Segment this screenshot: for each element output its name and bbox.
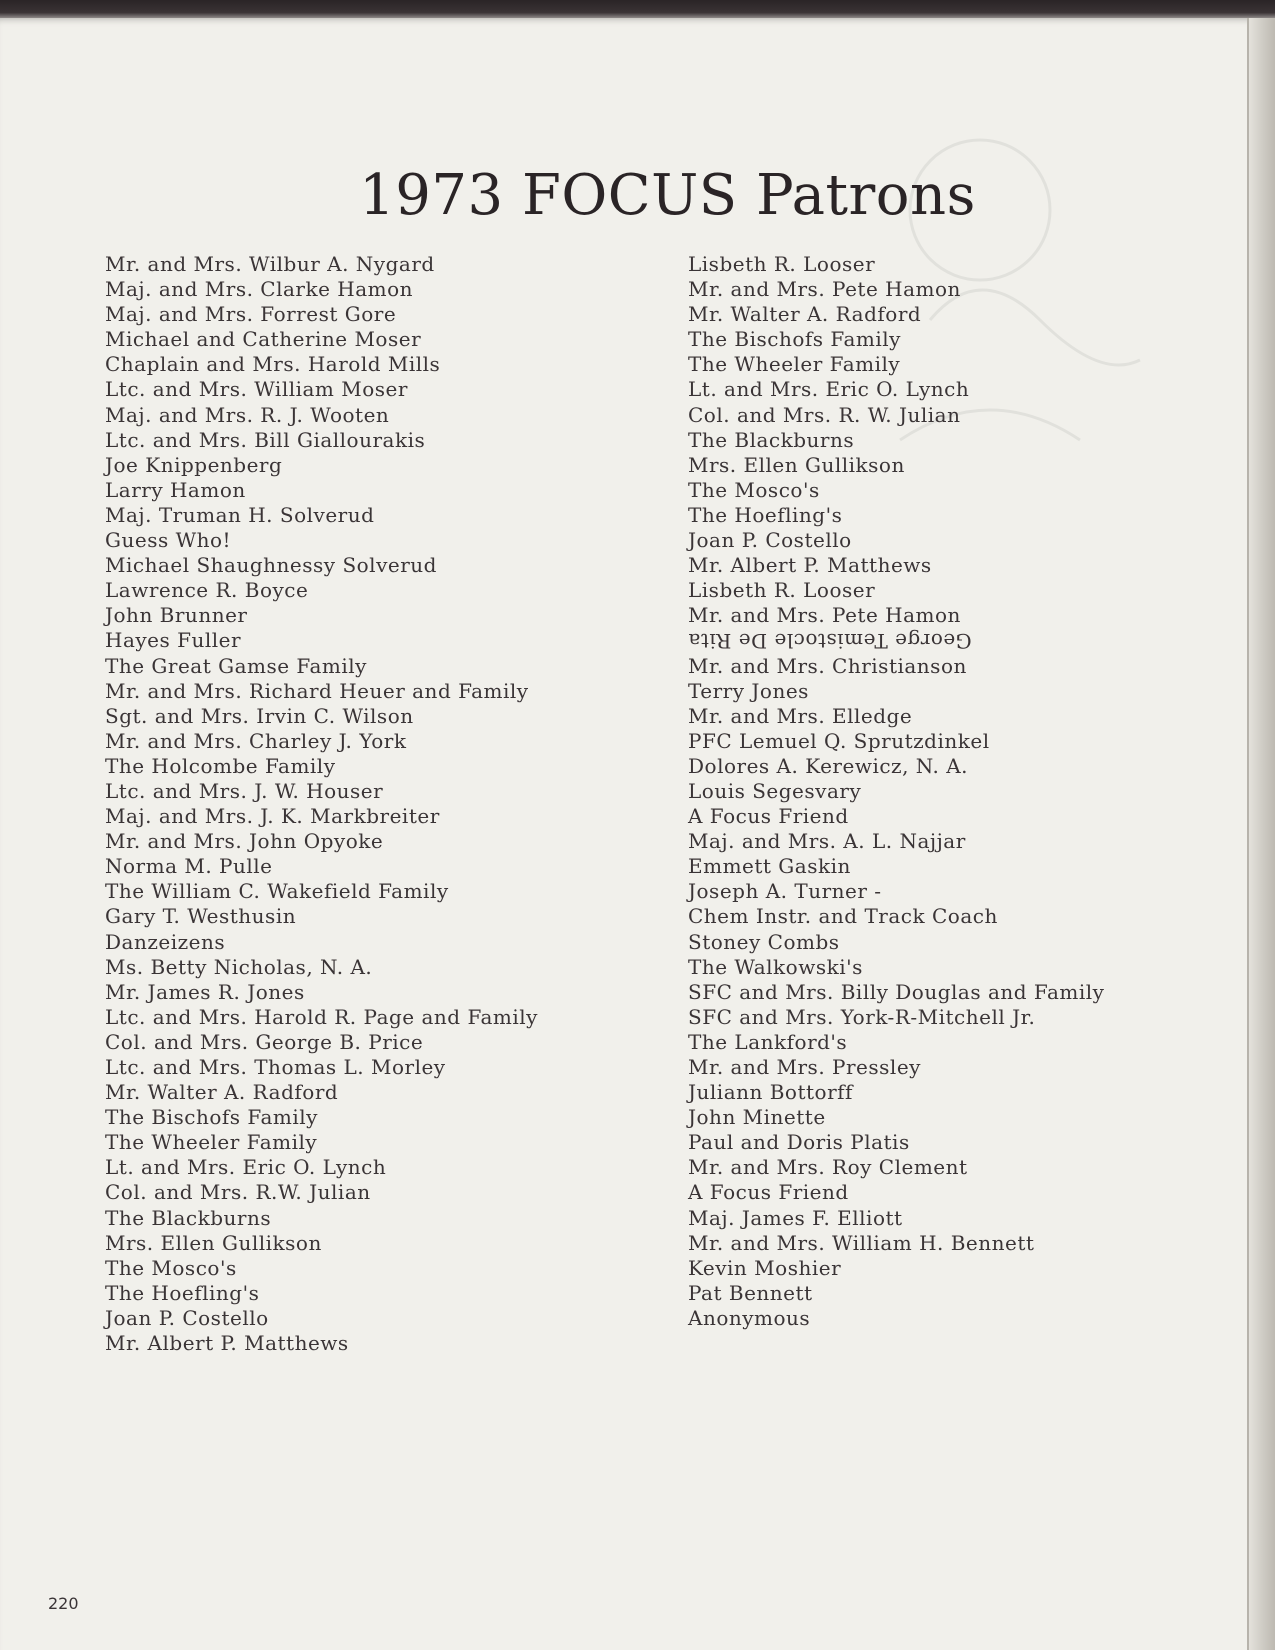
patron-entry — [105, 1130, 665, 1155]
patron-entry — [105, 352, 665, 377]
patron-name: Mr. and Mrs. Christianson — [688, 653, 967, 678]
patron-entry — [688, 403, 1138, 428]
patron-name: The Holcombe Family — [105, 753, 336, 778]
patron-entry — [105, 453, 665, 478]
patron-entry — [105, 1080, 665, 1105]
patron-entry — [688, 704, 1138, 729]
patron-name: Ltc. and Mrs. Thomas L. Morley — [105, 1055, 446, 1079]
patron-entry — [688, 1206, 1138, 1231]
patron-entry — [105, 980, 665, 1005]
patron-name: The Bischofs Family — [105, 1105, 318, 1130]
patron-name: Mr. and Mrs. Pete Hamon — [688, 603, 961, 628]
patron-entry — [688, 1180, 1138, 1205]
patron-name: The Bischofs Family — [688, 327, 901, 352]
patron-name: Maj. and Mrs. A. L. Najjar — [688, 829, 966, 854]
patron-name: Joe Knippenberg — [105, 452, 283, 477]
patron-entry — [105, 553, 665, 578]
patron-name: Mr. and Mrs. Pete Hamon — [688, 277, 961, 302]
patron-entry — [105, 654, 665, 679]
patron-entry — [688, 453, 1138, 478]
patron-entry — [688, 302, 1138, 327]
patron-entry — [105, 904, 665, 929]
patron-name: Gary T. Westhusin — [105, 904, 297, 929]
patron-name: Mr. and Mrs. Roy Clement — [688, 1155, 968, 1180]
patron-name: Maj. and Mrs. J. K. Markbreiter — [105, 804, 440, 829]
patron-entry — [688, 377, 1138, 402]
patron-name: The Mosco's — [688, 477, 820, 502]
patron-name: George Temistocle De Rita — [688, 629, 972, 654]
patron-name: Maj. and Mrs. Clarke Hamon — [105, 277, 414, 302]
patron-name: Sgt. and Mrs. Irvin C. Wilson — [105, 703, 414, 728]
patron-entry — [688, 930, 1138, 955]
patron-name: Emmett Gaskin — [688, 854, 851, 879]
patron-name: Louis Segesvary — [688, 778, 862, 803]
patron-name: Mr. and Mrs. Wilbur A. Nygard — [105, 252, 435, 276]
patron-entry — [688, 955, 1138, 980]
patron-name: SFC and Mrs. Billy Douglas and Family — [688, 979, 1105, 1004]
patron-entry — [105, 628, 665, 653]
patron-entry — [105, 1306, 665, 1331]
patron-name: Ltc. and Mrs. Bill Giallourakis — [105, 427, 426, 452]
patron-name: Joan P. Costello — [105, 1305, 269, 1330]
patron-entry — [105, 1281, 665, 1306]
patron-name: Joan P. Costello — [688, 528, 852, 553]
patron-name: Michael Shaughnessy Solverud — [105, 553, 437, 578]
patron-entry — [105, 252, 665, 277]
patron-name: Maj. and Mrs. Forrest Gore — [105, 302, 397, 327]
patron-entry — [105, 403, 665, 428]
patron-entry — [105, 428, 665, 453]
patron-name: Mr. and Mrs. Pressley — [688, 1055, 921, 1079]
patron-entry — [688, 352, 1138, 377]
patron-entry — [105, 1256, 665, 1281]
patron-name: Maj. Truman H. Solverud — [105, 502, 375, 527]
patron-entry — [105, 729, 665, 754]
patron-name: Lawrence R. Boyce — [105, 578, 309, 603]
patron-name: A Focus Friend — [688, 804, 849, 829]
patron-entry — [105, 528, 665, 553]
patron-name: The Blackburns — [688, 427, 855, 452]
patron-entry — [105, 754, 665, 779]
patron-entry — [688, 1130, 1138, 1155]
patron-name: Chaplain and Mrs. Harold Mills — [105, 352, 441, 377]
scan-top-edge — [0, 0, 1275, 18]
patron-name: Dolores A. Kerewicz, N. A. — [688, 753, 969, 778]
patron-entry — [688, 1030, 1138, 1055]
patron-name: Larry Hamon — [105, 477, 246, 502]
patron-name: Anonymous — [688, 1305, 811, 1330]
patron-name: John Brunner — [105, 603, 248, 628]
patron-entry — [688, 904, 1138, 929]
patron-name: Col. and Mrs. George B. Price — [105, 1029, 424, 1054]
patron-entry — [688, 1105, 1138, 1130]
patron-name: Mr. and Mrs. William H. Bennett — [688, 1230, 1035, 1255]
patron-entry — [688, 1155, 1138, 1180]
patron-entry — [688, 654, 1138, 679]
patron-name: Mr. Albert P. Matthews — [105, 1331, 349, 1356]
patron-name: Ltc. and Mrs. J. W. Houser — [105, 778, 384, 803]
patrons-list-right — [688, 252, 1138, 1331]
patron-name: Mr. and Mrs. Charley J. York — [105, 728, 407, 753]
patron-name: Joseph A. Turner - — [688, 879, 882, 904]
patron-entry — [105, 302, 665, 327]
patron-name: Paul and Doris Platis — [688, 1130, 910, 1155]
patron-entry — [105, 679, 665, 704]
patron-name: Lt. and Mrs. Eric O. Lynch — [688, 377, 970, 402]
patron-entry — [105, 1005, 665, 1030]
patron-name: Ltc. and Mrs. Harold R. Page and Family — [105, 1004, 538, 1029]
patron-name: Ms. Betty Nicholas, N. A. — [105, 954, 373, 979]
patron-name: Juliann Bottorff — [688, 1080, 853, 1105]
patron-name: SFC and Mrs. York-R-Mitchell Jr. — [688, 1004, 1036, 1029]
patron-entry — [105, 704, 665, 729]
patron-name: Hayes Fuller — [105, 628, 242, 653]
patron-entry — [688, 628, 1138, 653]
patron-name: Pat Bennett — [688, 1280, 813, 1305]
patron-name: Lt. and Mrs. Eric O. Lynch — [105, 1155, 387, 1180]
patron-entry — [105, 1155, 665, 1180]
patron-entry — [688, 1281, 1138, 1306]
patron-entry — [105, 503, 665, 528]
page-gutter-edge — [1247, 18, 1275, 1650]
patron-name: Mr. Albert P. Matthews — [688, 553, 932, 578]
patron-entry — [688, 879, 1138, 904]
patron-name: The Mosco's — [105, 1255, 237, 1280]
patron-entry — [105, 930, 665, 955]
patron-entry — [688, 553, 1138, 578]
patron-entry — [688, 428, 1138, 453]
patron-entry — [688, 277, 1138, 302]
patron-entry — [105, 1105, 665, 1130]
patron-entry — [105, 478, 665, 503]
patron-entry — [688, 478, 1138, 503]
patron-name: Lisbeth R. Looser — [688, 578, 876, 603]
patron-entry — [688, 1231, 1138, 1256]
patron-entry — [105, 955, 665, 980]
patron-name: Lisbeth R. Looser — [688, 252, 876, 276]
page-number: 220 — [48, 1594, 79, 1613]
patron-name: Guess Who! — [105, 528, 232, 553]
patron-entry — [105, 1030, 665, 1055]
patron-name: Mr. and Mrs. Richard Heuer and Family — [105, 678, 529, 703]
patron-entry — [105, 1180, 665, 1205]
patron-entry — [688, 980, 1138, 1005]
patron-entry — [688, 1055, 1138, 1080]
patron-name: The Lankford's — [688, 1029, 848, 1054]
patron-name: Col. and Mrs. R.W. Julian — [105, 1180, 371, 1205]
patron-name: The William C. Wakefield Family — [105, 879, 449, 904]
patron-name: Maj. and Mrs. R. J. Wooten — [105, 402, 390, 427]
patron-entry — [105, 879, 665, 904]
patron-entry — [688, 829, 1138, 854]
patron-entry — [688, 779, 1138, 804]
patron-name: The Wheeler Family — [105, 1130, 318, 1155]
patron-entry — [105, 1055, 665, 1080]
patron-entry — [105, 377, 665, 402]
patron-name: Mrs. Ellen Gullikson — [688, 452, 905, 477]
patron-entry — [688, 1256, 1138, 1281]
patron-name: Chem Instr. and Track Coach — [688, 904, 998, 929]
patron-name: John Minette — [688, 1105, 826, 1130]
patron-entry — [105, 1206, 665, 1231]
patron-entry — [105, 854, 665, 879]
patron-entry — [105, 829, 665, 854]
patron-entry — [105, 779, 665, 804]
patron-name: Maj. James F. Elliott — [688, 1205, 903, 1230]
patron-name: The Hoefling's — [105, 1280, 260, 1305]
patron-entry — [688, 729, 1138, 754]
patron-name: Danzeizens — [105, 929, 226, 954]
patron-entry — [688, 754, 1138, 779]
patron-name: The Wheeler Family — [688, 352, 901, 377]
patron-entry — [688, 1005, 1138, 1030]
patron-name: Kevin Moshier — [688, 1255, 842, 1280]
patron-name: PFC Lemuel Q. Sprutzdinkel — [688, 728, 990, 753]
patron-name: Mr. Walter A. Radford — [688, 302, 922, 327]
patron-name: The Great Gamse Family — [105, 653, 367, 678]
patron-name: Col. and Mrs. R. W. Julian — [688, 402, 961, 427]
patron-entry — [688, 252, 1138, 277]
patron-name: Mr. and Mrs. Elledge — [688, 703, 913, 728]
patron-entry — [105, 277, 665, 302]
patron-entry — [105, 1231, 665, 1256]
patron-name: Mrs. Ellen Gullikson — [105, 1230, 322, 1255]
patron-name: Mr. Walter A. Radford — [105, 1080, 339, 1105]
page-title: 1973 FOCUS Patrons — [359, 163, 976, 228]
patron-entry — [688, 1306, 1138, 1331]
patron-entry — [105, 1331, 665, 1356]
patron-name: Ltc. and Mrs. William Moser — [105, 377, 408, 402]
patron-entry — [688, 679, 1138, 704]
patron-entry — [688, 503, 1138, 528]
patron-entry — [105, 804, 665, 829]
patron-entry — [688, 804, 1138, 829]
patron-entry — [105, 578, 665, 603]
patron-entry — [688, 327, 1138, 352]
patron-name: The Blackburns — [105, 1205, 272, 1230]
patron-entry — [688, 528, 1138, 553]
patron-name: Terry Jones — [688, 678, 809, 703]
patron-name: Stoney Combs — [688, 929, 840, 954]
patron-name: A Focus Friend — [688, 1180, 849, 1205]
patron-entry — [105, 603, 665, 628]
patron-name: The Walkowski's — [688, 954, 863, 979]
patron-name: The Hoefling's — [688, 502, 843, 527]
patron-name: Michael and Catherine Moser — [105, 327, 422, 352]
patron-entry — [688, 1080, 1138, 1105]
patron-entry — [688, 578, 1138, 603]
patron-entry — [105, 327, 665, 352]
patron-name: Mr. James R. Jones — [105, 979, 305, 1004]
patrons-list-left — [105, 252, 665, 1356]
patron-entry — [688, 854, 1138, 879]
patron-entry — [688, 603, 1138, 628]
patron-name: Mr. and Mrs. John Opyoke — [105, 829, 384, 854]
patron-name: Norma M. Pulle — [105, 854, 273, 879]
